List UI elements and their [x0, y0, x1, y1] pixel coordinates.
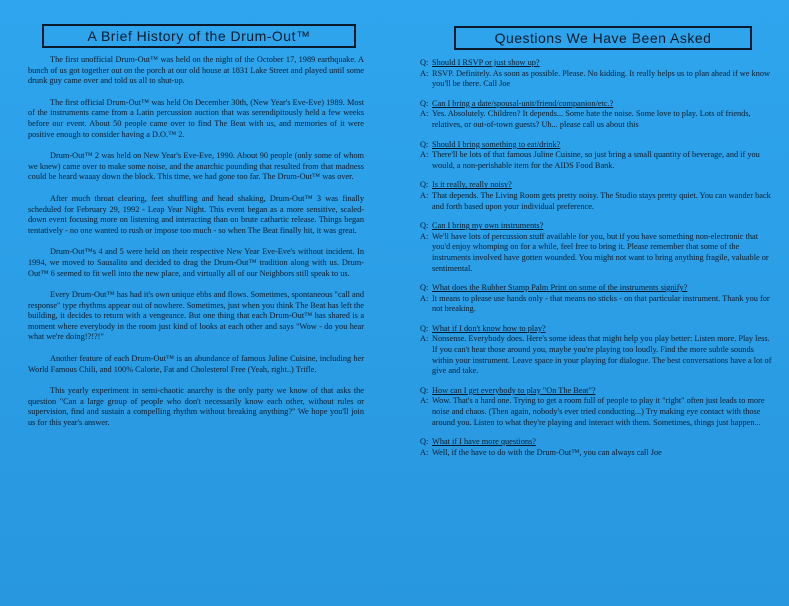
- faq-item: [420, 221, 776, 274]
- a-prefix: A:: [420, 231, 429, 241]
- a-prefix: A:: [420, 68, 429, 78]
- history-paragraph: Drum-Out™s 4 and 5 were held on their respective New Year Eve-Eve's without incident. In 1994, we moved to Sausalito and decided to drag the Drum-Out™ tradition along with us. Drum-Out™ 6 seemed to fit well into the new place, and virtually all of our Neighbors still speak to us.: [28, 247, 364, 278]
- a-prefix: A:: [420, 447, 429, 457]
- faq-question: Is it really, really noisy?: [432, 180, 512, 190]
- faq-item: [420, 140, 776, 172]
- history-paragraphs: [28, 55, 364, 440]
- a-prefix: A:: [420, 334, 429, 344]
- faq-question: What if I have more questions?: [432, 437, 536, 447]
- faq-answer: RSVP. Definitely. As soon as possible. Please. No kidding. It really helps us to plan ahead if we know you'll be there. Call Joe: [432, 68, 770, 89]
- faq-answer: It means to please use hands only - that means no sticks - on that particular instrument. Thank you for not breaking.: [432, 293, 770, 314]
- history-paragraph: The first official Drum-Out™ was held On December 30th, (New Year's Eve-Eve) 1989. Most of the instruments came from a Latin percussion auction that was serendipitously held a few weeks before our event. About 50 people came over to find The Beat with us, and memories of it were positive enough to consider having a D.O.™ 2.: [28, 97, 364, 139]
- history-paragraph: The first unofficial Drum-Out™ was held on the night of the October 17, 1989 earthquake. A bunch of us got together out on the porch at our old house at 1831 Lake Street and played until some drunk guy came over and told us all to shut-up.: [28, 55, 364, 86]
- faq-title: Questions We Have Been Asked: [454, 26, 752, 50]
- a-prefix: A:: [420, 396, 429, 406]
- faq-answer: We'll have lots of percussion stuff available for you, but if you have something non-electronic that you'd enjoy whomping on for a while, feel free to bring it. Please remember that some of the instruments involved have gotten wounded. You might not want to bring anything fragile, valuable or sentimental.: [432, 231, 769, 273]
- faq-question: Should I RSVP or just show up?: [432, 58, 540, 67]
- faq-list: [420, 58, 776, 467]
- q-prefix: Q:: [420, 98, 429, 108]
- faq-answer: Wow. That's a hard one. Trying to get a room full of people to play it "right" often just leads to more noise and chaos. (Then again, nobody's ever tried conducting...) Try making eye contact with those around you. Listen to what they're playing and interact with them. Sometimes, things just happen...: [432, 396, 765, 427]
- q-prefix: Q:: [420, 58, 429, 67]
- history-title: A Brief History of the Drum-Out™: [42, 24, 356, 48]
- q-prefix: Q:: [420, 139, 429, 149]
- faq-question: What does the Rubber Stamp Palm Print on some of the instruments signify?: [432, 283, 688, 293]
- faq-item: [420, 437, 776, 458]
- faq-answer: Nonsense. Everybody does. Here's some ideas that might help you play better: Listen more. Play less. If you can't hear those around you, maybe you're playing too loudly. Find the more subtle sounds within your instrument. Leave space in your playing for dialogue. The best conversations have a lot of give and take.: [432, 334, 772, 376]
- q-prefix: Q:: [420, 283, 429, 293]
- faq-item: [420, 324, 776, 377]
- faq-item: [420, 180, 776, 212]
- faq-question: Can I bring my own instruments?: [432, 221, 544, 231]
- faq-answer: There'll be lots of that famous Juline Cuisine, so just bring a small quantity of beverage, and if you would, a non-perishable item for the AIDS Food Bank.: [432, 150, 760, 170]
- faq-item: [420, 58, 776, 90]
- history-paragraph: After much throat clearing, feet shuffling and head shaking, Drum-Out™ 3 was finally scheduled for February 29, 1992 - Leap Year Night. This event began as a more sensitive, scaled-down event focusing more on listening and interacting than on brute cathartic release. Things began tentatively - no one wanted to rush or impose too much - so when The Beat finally hit, it was great.: [28, 193, 364, 235]
- a-prefix: A:: [420, 293, 429, 303]
- faq-answer: Well, if the have to do with the Drum-Out™, you can always call Joe: [432, 447, 662, 457]
- q-prefix: Q:: [420, 180, 429, 190]
- a-prefix: A:: [420, 109, 429, 119]
- faq-question: Should I bring something to eat/drink?: [432, 139, 561, 149]
- faq-answer: That depends. The Living Room gets pretty noisy. The Studio stays pretty quiet. You can wander back and forth based upon your individual preference.: [432, 190, 771, 211]
- faq-question: How can I get everybody to play "On The Beat"?: [432, 385, 596, 395]
- history-paragraph: Another feature of each Drum-Out™ is an abundance of famous Juline Cuisine, including her World Famous Chili, and 100% Calorie, Fat and Cholesterol Free (Yeah, right..) Trifle.: [28, 354, 364, 374]
- history-paragraph: Drum-Out™ 2 was held on New Year's Eve-Eve, 1990. About 90 people (only some of whom we knew) came over to make some noise, and the anarchic pounding that resulted from that madness could be heard waaay down the block. This time, we had gone too far. The Drum-Out™ was over.: [28, 151, 364, 182]
- history-paragraph: Every Drum-Out™ has had it's own unique ebbs and flows. Sometimes, spontaneous "call and response" type rhythms appear out of nowhere. Sometimes, just when you think The Beat has left the building, it decides to return with a vengeance. But one thing that each Drum-Out™ has shared is a moment where everybody in the room just kind of looks at each other and says "Wow - do you hear what we're doing!?!?!": [28, 290, 364, 342]
- faq-answer: Yes. Absolutely. Children? It depends... Some hate the noise. Some love to play. Lots of friends, relatives, or out-of-town guests? Uh... please call us about this: [432, 109, 751, 129]
- q-prefix: Q:: [420, 437, 429, 447]
- faq-item: [420, 386, 776, 428]
- q-prefix: Q:: [420, 221, 429, 231]
- faq-item: [420, 283, 776, 315]
- q-prefix: Q:: [420, 323, 429, 333]
- history-paragraph: This yearly experiment in semi-chaotic anarchy is the only party we know of that asks the question "Can a large group of people who don't necessarily know each other, without rules or supervision, find and sustain a compelling rhythm without breaking anything?" We hope you'll join us for this year's answer.: [28, 386, 364, 428]
- faq-item: [420, 99, 776, 131]
- a-prefix: A:: [420, 190, 429, 200]
- a-prefix: A:: [420, 150, 429, 160]
- faq-question: What if I don't know how to play?: [432, 323, 546, 333]
- q-prefix: Q:: [420, 385, 429, 395]
- faq-question: Can I bring a date/spousal-unit/friend/companion/etc.?: [432, 98, 614, 108]
